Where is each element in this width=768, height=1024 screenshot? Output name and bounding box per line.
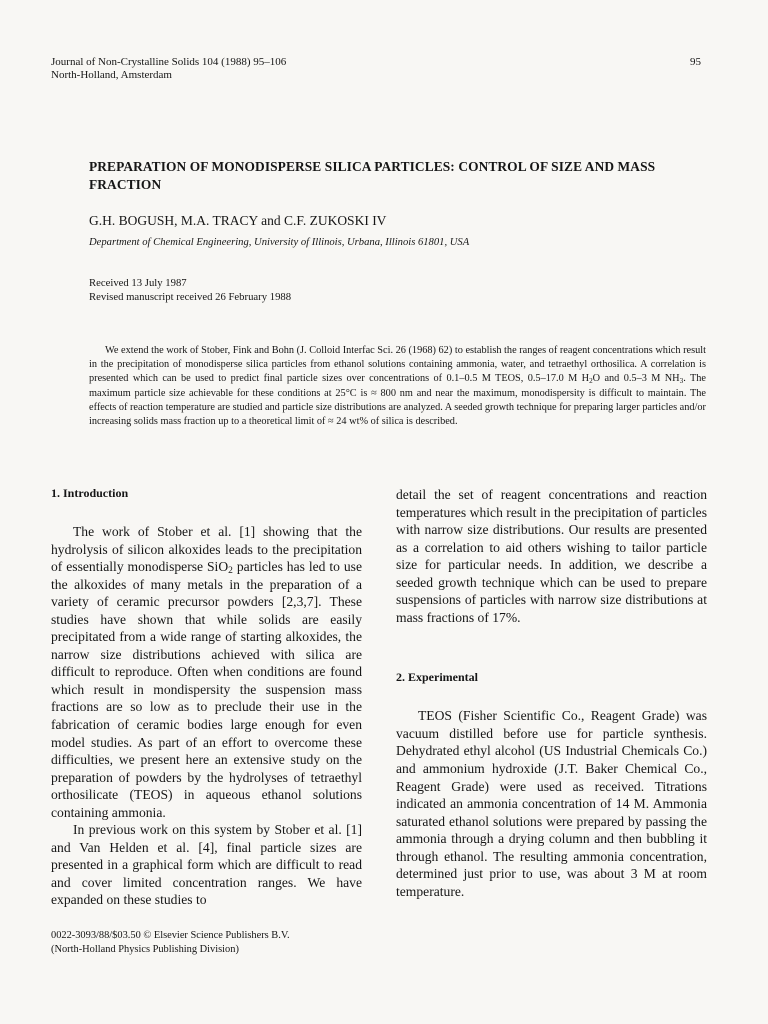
affiliation: Department of Chemical Engineering, University of Illinois, Urbana, Illinois 61801, USA [89, 237, 470, 248]
introduction-continuation [396, 486, 707, 626]
introduction-body [51, 523, 362, 909]
article-title [89, 158, 709, 194]
intro-paragraph-1: The work of Stober et al. [1] showing that the hydrolysis of silicon alkoxides leads to the precipitation of essentially monodisperse SiO$_2$ particles has led to use the alkoxides of many metals in the preparation of a variety of ceramic precursor powders [2,3,7]. These studies have shown that while solids are easily precipitated from a wide range of starting alkoxides, the narrow size distributions achieved with silica are difficult to reproduce. Often when conditions are found which result in mondispersity the suspension mass fractions are so low as to preclude their use in the fabrication of ceramic bodies large enough for even model studies. As part of an effort to overcome these difficulties, we present here an extensive study on the preparation of powders by the hydrolyses of tetraethyl orthosilicate (TEOS) in aqueous ethanol solutions containing ammonia. [51, 524, 362, 820]
article-dates [89, 276, 291, 304]
received-date: Received 13 July 1987 [89, 277, 187, 289]
section-heading-experimental: 2. Experimental [396, 670, 478, 685]
running-header [51, 56, 286, 82]
publisher-line: North-Holland, Amsterdam [51, 69, 172, 81]
title-line-1: PREPARATION OF MONODISPERSE SILICA PARTICLES: CONTROL OF SIZE AND MASS [89, 159, 656, 174]
abstract-text: We extend the work of Stober, Fink and Bohn (J. Colloid Interfac Sci. 26 (1968) 62) to establish the ranges of reagent concentrations which result in the precipitation of monodisperse silica particles from ethanol solutions containing ammonia, water, and tetraethyl orthosilica. A correlation is presented which can be used to predict final particle sizes over concentrations of 0.1–0.5 M TEOS, 0.5–17.0 M $H_2O$ and 0.5–3 M $NH_3$. The maximum particle size achievable for these conditions at 25°C is ≈ 800 nm and near the maximum, monodispersity is difficult to maintain. The effects of reaction temperature are studied and particle size distributions are analyzed. A seeded growth technique for preparing larger particles and/or increasing solids mass fraction up to a theoretical limit of ≈ 24 wt% of silica is described. [89, 345, 706, 428]
title-line-2: FRACTION [89, 177, 162, 192]
author-list: G.H. BOGUSH, M.A. TRACY and C.F. ZUKOSKI IV [89, 213, 387, 228]
experimental-paragraph-1: TEOS (Fisher Scientific Co., Reagent Grade) was vacuum distilled before use for particle synthesis. Dehydrated ethyl alcohol (US Industrial Chemicals Co.) and ammonium hydroxide (J.T. Baker Chemical Co., Reagent Grade) were used as received. Titrations indicated an ammonia concentration of 14 M. Ammonia saturated ethanol solutions were prepared by passing the ammonia through a drying column and then bubbling it through ethanol. The resulting ammonia concentration, determined just prior to use, was about 3 M at room temperature. [396, 708, 707, 899]
division-line: (North-Holland Physics Publishing Division) [51, 944, 239, 955]
intro-paragraph-continued: detail the set of reagent concentrations and reaction temperatures which result in the precipitation of particles with narrow size distributions. Our results are presented as a correlation to aid others wishing to tailor particle size for particular needs. In addition, we describe a seeded growth technique which can be used to prepare suspensions of particles with narrow size distributions at mass fractions of 17%. [396, 487, 707, 625]
page-number: 95 [690, 56, 701, 68]
copyright-line: 0022-3093/88/$03.50 © Elsevier Science Publishers B.V. [51, 930, 290, 941]
section-heading-introduction: 1. Introduction [51, 486, 129, 500]
experimental-body [396, 707, 707, 900]
abstract [89, 344, 706, 429]
intro-paragraph-2: In previous work on this system by Stober et al. [1] and Van Helden et al. [4], final particle sizes are presented in a graphical form which are difficult to read and cover limited concentration ranges. We have expanded on these studies to [51, 822, 362, 908]
copyright-footer [51, 929, 290, 957]
journal-citation: Journal of Non-Crystalline Solids 104 (1988) 95–106 [51, 56, 287, 68]
left-column [51, 486, 362, 909]
revised-date: Revised manuscript received 26 February 1988 [89, 291, 292, 303]
right-column [396, 486, 707, 900]
